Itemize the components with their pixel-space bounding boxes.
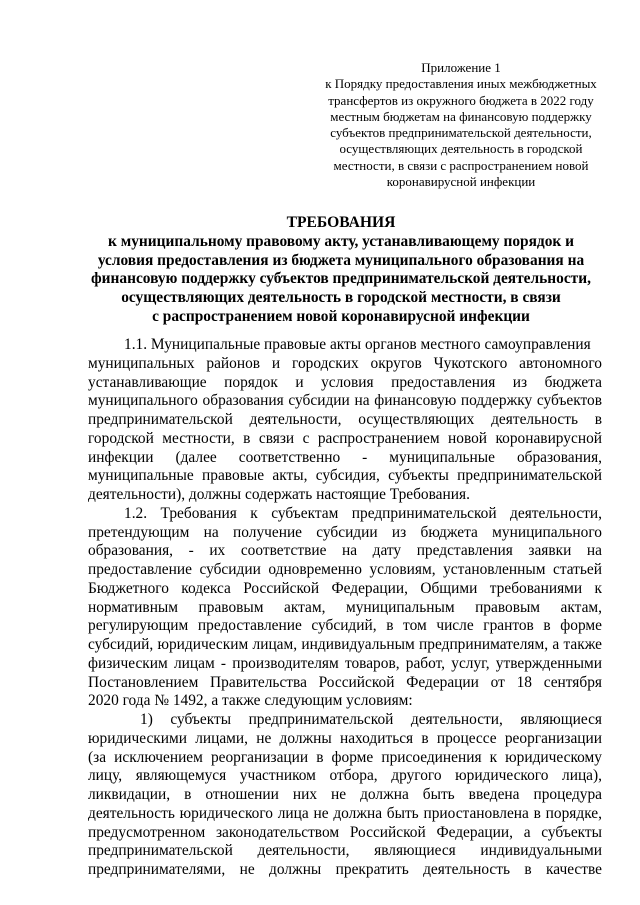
title-line: условия предоставления из бюджета муниципального образования на: [97, 251, 585, 269]
paragraph-line: образования, - их соответствие на дату представления заявки на: [88, 542, 602, 560]
appendix-line: местности, в связи с распространением новой: [333, 157, 589, 173]
body-text: [88, 336, 602, 880]
paragraph-line: претендующим на получение субсидии из бюджета муниципального: [88, 523, 602, 541]
appendix-line: местным бюджетам на финансовую поддержку: [330, 108, 592, 124]
paragraph-line: субсидий, юридическим лицам, индивидуальным предпринимателям, а также: [88, 636, 602, 653]
title-line: финансовую поддержку субъектов предпринимательской деятельности,: [91, 270, 591, 288]
paragraph-line: муниципальных районов и городских округов Чукотского автономного: [88, 354, 602, 372]
appendix-line: субъектов предпринимательской деятельности,: [330, 125, 592, 141]
paragraph-line: лицу, являющемуся участником отбора, другого юридического лица),: [88, 767, 602, 785]
paragraph-line: нормативным правовым актам, муниципальным правовым актам,: [88, 598, 602, 616]
paragraph-line: 1) субъекты предпринимательской деятельности, являющиеся: [140, 711, 602, 728]
paragraph-line: деятельности), должны содержать настоящие Требования.: [88, 486, 470, 503]
title-line: к муниципальному правовому акту, устанавливающему порядок и: [108, 232, 574, 250]
paragraph-line: физическим лицам - производителям товаров, работ, услуг, утвержденными: [88, 654, 602, 672]
paragraph-line: ликвидации, в отношении них не должна быть введена процедура: [88, 786, 602, 803]
paragraph-line: 1.1. Муниципальные правовые акты органов местного самоуправления: [124, 336, 591, 353]
paragraph-line: 2020 года № 1492, а также следующим условиям:: [88, 692, 413, 710]
paragraph-line: устанавливающие порядок и условия предоставления из бюджета: [88, 373, 602, 391]
paragraph-line: предусмотренном законодательством Российской Федерации, а субъекты: [88, 823, 602, 841]
paragraph-line: Постановлением Правительства Российской Федерации от 18 сентября: [88, 673, 602, 691]
paragraph-line: деятельность юридического лица не должна быть приостановлена в порядке,: [88, 804, 602, 822]
paragraph-line: 1.2. Требования к субъектам предпринимательской деятельности,: [124, 504, 602, 522]
paragraph-line: регулирующим предоставление субсидий, в том числе грантов в форме: [88, 617, 602, 635]
title-line: с распространением новой коронавирусной инфекции: [152, 307, 530, 325]
appendix-line: коронавирусной инфекции: [386, 174, 536, 190]
paragraph-line: предоставление субсидии одновременно условиям, установленным статьей: [88, 561, 602, 578]
title-heading: ТРЕБОВАНИЯ: [286, 214, 396, 231]
appendix-line: Приложение 1: [421, 60, 501, 75]
appendix-line: к Порядку предоставления иных межбюджетных: [325, 76, 597, 92]
title-line: осуществляющих деятельность в городской местности, в связи: [121, 289, 561, 307]
paragraph-line: (за исключением реорганизации в форме присоединения к юридическому: [88, 748, 602, 766]
appendix-line: осуществляющих деятельность в городской: [339, 141, 583, 157]
paragraph-line: инфекции (далее соответственно - муниципальные образования,: [88, 448, 602, 466]
paragraph-line: предпринимательской деятельности, осуществляющих деятельность в: [88, 411, 602, 428]
paragraph-line: муниципального образования субсидии на финансовую поддержку субъектов: [88, 392, 602, 410]
paragraph-line: юридическими лицами, не должны находиться в процессе реорганизации: [88, 729, 602, 747]
paragraph-line: городской местности, в связи с распространением новой коронавирусной: [88, 429, 602, 447]
appendix-header: [316, 60, 606, 190]
paragraph-line: Бюджетного кодекса Российской Федерации, Общими требованиями к: [88, 579, 602, 597]
document-title: [86, 214, 596, 327]
paragraph-line: предпринимательской деятельности, являющиеся индивидуальными: [88, 842, 602, 860]
paragraph-line: предпринимателями, не должны прекратить деятельность в качестве: [88, 861, 602, 878]
appendix-line: трансфертов из окружного бюджета в 2022 году: [328, 92, 594, 108]
paragraph-line: муниципальные правовые акты, субсидия, субъекты предпринимательской: [88, 467, 602, 485]
